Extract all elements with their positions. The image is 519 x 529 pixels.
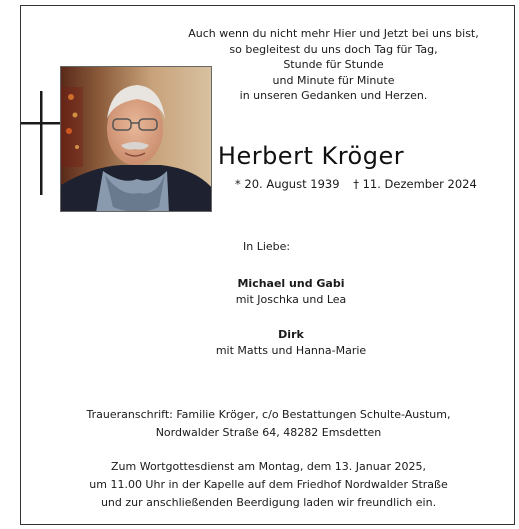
mourning-address — [41, 406, 496, 442]
service-notice — [41, 458, 496, 512]
mourner-sub: mit Matts und Hanna-Marie — [215, 344, 367, 357]
portrait-photo — [60, 66, 212, 212]
verse-line: Auch wenn du nicht mehr Hier und Jetzt bei uns bist, — [188, 27, 479, 40]
mourner-group — [141, 276, 441, 308]
verse-line: Stunde für Stunde — [283, 58, 384, 71]
obituary-card — [20, 5, 515, 525]
mourner-group — [141, 327, 441, 359]
verse-line: und Minute für Minute — [272, 73, 395, 87]
mourner-lead: Dirk — [278, 328, 304, 341]
address-line: Traueranschrift: Familie Kröger, c/o Bestattungen Schulte-Austum, — [86, 408, 451, 421]
birth-date: * 20. August 1939 — [235, 177, 340, 191]
service-line: um 11.00 Uhr in der Kapelle auf dem Friedhof Nordwalder Straße — [89, 478, 448, 491]
mourners-intro: In Liebe: — [243, 240, 291, 253]
address-line: Nordwalder Straße 64, 48282 Emsdetten — [155, 426, 382, 439]
mourner-sub: mit Joschka und Lea — [235, 293, 347, 306]
life-dates — [235, 177, 515, 191]
death-date: † 11. Dezember 2024 — [353, 177, 477, 191]
verse-line: so begleitest du uns doch Tag für Tag, — [229, 42, 438, 56]
service-line: Zum Wortgottesdienst am Montag, dem 13. Januar 2025, — [111, 460, 426, 473]
deceased-name: Herbert Kröger — [217, 142, 405, 170]
mourner-lead: Michael und Gabi — [237, 277, 345, 290]
service-line: und zur anschließenden Beerdigung laden wir freundlich ein. — [100, 496, 437, 509]
verse-line: in unseren Gedanken und Herzen. — [239, 89, 428, 102]
